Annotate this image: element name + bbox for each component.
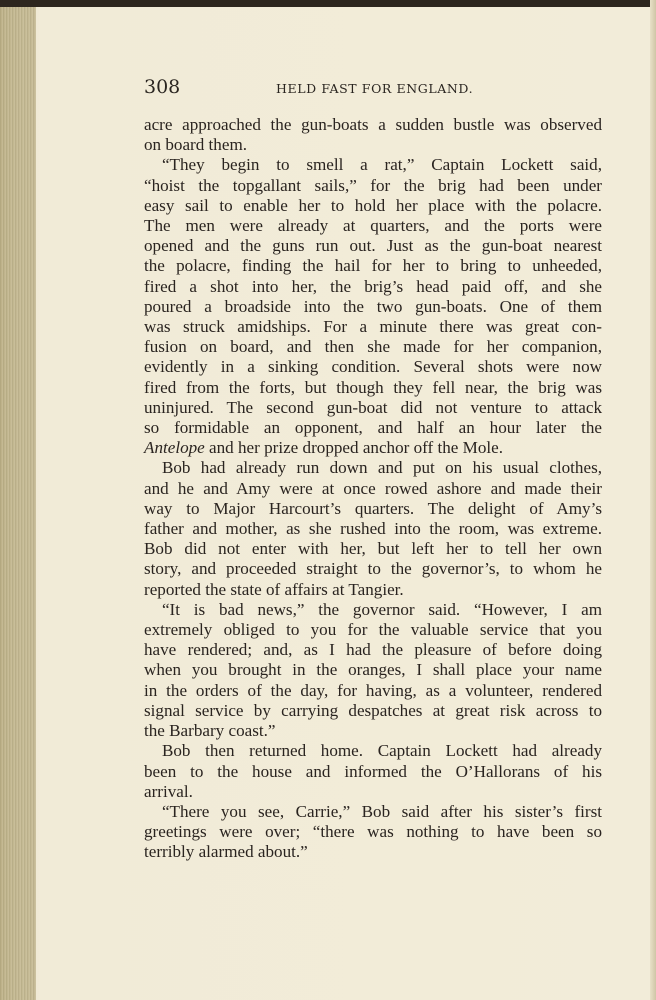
text-line: opened and the guns run out. Just as the gun-boat nearest — [144, 236, 602, 256]
text-line: Antelope and her prize dropped anchor off the Mole. — [144, 438, 504, 458]
page-header — [144, 76, 610, 102]
text-line: acre approached the gun-boats a sudden bustle was observed — [144, 115, 602, 134]
text-line: Bob had already run down and put on his usual clothes, — [161, 458, 602, 478]
paragraph — [144, 155, 602, 458]
text-line: fired a shot into her, the brig’s head paid off, and she — [144, 276, 602, 296]
paragraph — [144, 115, 602, 155]
text-line: “There you see, Carrie,” Bob said after his sister’s first — [161, 801, 602, 821]
text-line: extremely obliged to you for the valuable service that you — [144, 620, 602, 640]
text-line: evidently in a sinking condition. Several shots were now — [144, 357, 602, 377]
text-line: “It is bad news,” the governor said. “However, I am — [161, 599, 602, 619]
running-title: HELD FAST FOR ENGLAND. — [276, 81, 474, 96]
text-line: when you brought in the oranges, I shall place your name — [144, 660, 602, 680]
text-line: signal service by carrying despatches at great risk across to — [144, 700, 602, 720]
page-right-edge — [650, 0, 656, 1000]
text-line: “hoist the topgallant sails,” for the brig had been under — [144, 175, 602, 195]
text-line: easy sail to enable her to hold her place with the polacre. — [144, 195, 602, 215]
book-spine — [0, 0, 36, 1000]
text-line: so formidable an opponent, and half an hour later the — [144, 418, 602, 438]
text-line: in the orders of the day, for having, as a volunteer, rendered — [144, 680, 602, 700]
text-line: terribly alarmed about.” — [144, 842, 308, 862]
text-line: way to Major Harcourt’s quarters. The delight of Amy’s — [144, 498, 602, 518]
text-line: fired from the forts, but though they fell near, the brig was — [144, 377, 602, 397]
page-number: 308 — [144, 76, 181, 98]
paragraph — [144, 458, 602, 599]
text-line: greetings were over; “there was nothing to have been so — [144, 822, 602, 842]
text-line: reported the state of affairs at Tangier. — [144, 579, 404, 599]
paragraph — [144, 600, 602, 741]
text-line: arrival. — [144, 781, 193, 801]
text-line: the Barbary coast.” — [144, 721, 276, 741]
text-line: father and mother, as she rushed into the room, was extreme. — [144, 519, 602, 539]
body-text — [144, 115, 602, 863]
paragraph — [144, 741, 602, 802]
text-line: the polacre, finding the hail for her to bring to unheeded, — [144, 256, 602, 276]
text-line: and he and Amy were at once rowed ashore and made their — [144, 478, 602, 498]
text-line: Bob did not enter with her, but left her to tell her own — [144, 539, 602, 559]
text-line: been to the house and informed the O’Hallorans of his — [144, 761, 602, 781]
paragraph — [144, 802, 602, 863]
text-line: “They begin to smell a rat,” Captain Lockett said, — [161, 155, 602, 175]
text-line: poured a broadside into the two gun-boats. One of them — [144, 296, 602, 316]
text-line: was struck amidships. For a minute there was great con- — [144, 317, 602, 337]
text-line: on board them. — [144, 135, 248, 155]
page-top-edge — [0, 0, 656, 7]
text-line: The men were already at quarters, and the ports were — [144, 216, 602, 236]
text-line: uninjured. The second gun-boat did not venture to attack — [144, 397, 602, 417]
text-line: story, and proceeded straight to the governor’s, to whom he — [144, 559, 602, 579]
text-line: Bob then returned home. Captain Lockett had already — [161, 741, 602, 761]
text-line: fusion on board, and then she made for her companion, — [144, 337, 602, 357]
text-line: have rendered; and, as I had the pleasure of before doing — [144, 640, 602, 660]
